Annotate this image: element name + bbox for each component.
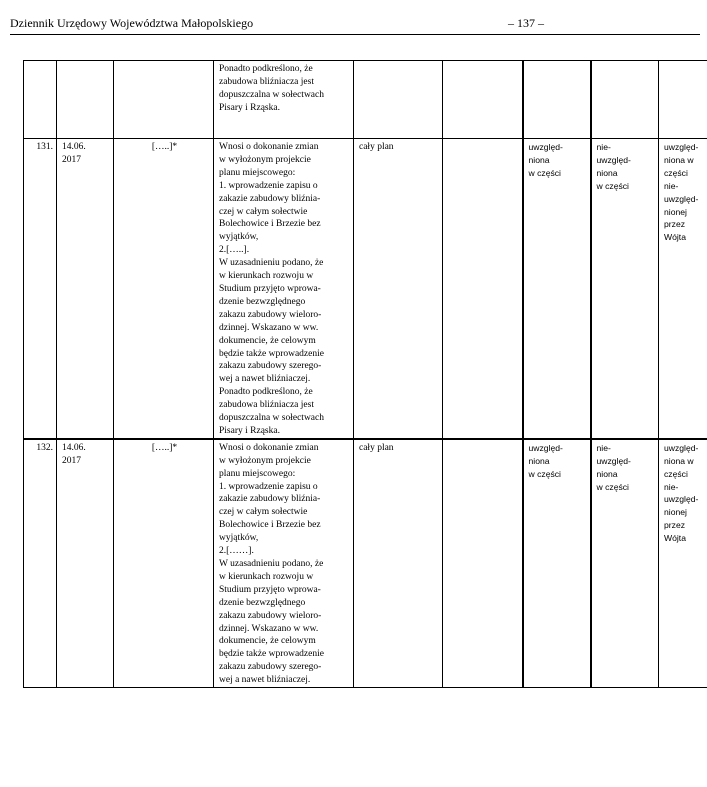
submission-date-line: 2017 xyxy=(62,154,81,165)
comment-content-line: Studium przyjęto wprowa- xyxy=(219,584,321,595)
decision-accepted xyxy=(523,139,591,439)
decision-rejected xyxy=(591,61,659,139)
decision-rejected-line: uwzględ- xyxy=(596,154,631,165)
council-decision xyxy=(659,439,707,688)
decision-rejected xyxy=(591,139,659,439)
comment-content xyxy=(214,139,354,439)
decision-accepted-line: niona xyxy=(528,455,550,466)
decision-accepted xyxy=(523,439,591,688)
comment-content-line: planu miejscowego: xyxy=(219,167,296,178)
council-decision-line: uwzględ- xyxy=(664,193,699,204)
council-decision-line: niona w xyxy=(664,455,694,466)
council-decision-line: przez xyxy=(664,219,686,230)
comment-content-line: dzenie bezwzględnego xyxy=(219,296,306,307)
area-designation: cały plan xyxy=(354,139,443,439)
comment-content-line: wej a nawet bliźniaczej. xyxy=(219,675,311,686)
area-designation: cały plan xyxy=(354,439,443,688)
comment-content-line: Wnosi o dokonanie zmian xyxy=(219,142,319,152)
council-decision-line: uwzględ- xyxy=(664,142,699,152)
table-body xyxy=(24,61,707,688)
comment-content-line: 2.[…..]. xyxy=(219,245,250,256)
plan-provisions xyxy=(443,61,523,139)
comment-content-line: zakazu zabudowy szerego- xyxy=(219,361,322,372)
plan-provisions xyxy=(443,139,523,439)
applicant: […..]* xyxy=(114,139,214,439)
decision-accepted-line: w części xyxy=(528,468,561,479)
comment-content-line: wej a nawet bliźniaczej. xyxy=(219,374,311,385)
comment-content-line: wyjątków, xyxy=(219,232,259,243)
comment-content-line: Bolechowice i Brzezie bez xyxy=(219,520,321,531)
council-decision-line: części xyxy=(664,167,688,178)
decision-accepted-line: niona xyxy=(528,154,550,165)
council-decision-line: przez xyxy=(664,520,686,531)
submission-date-line: 14.06. xyxy=(62,142,86,152)
comment-content xyxy=(214,439,354,688)
comment-content-line: zabudowa bliźniacza jest xyxy=(219,400,314,411)
comment-content-line: 1. wprowadzenie zapisu o xyxy=(219,481,318,492)
comment-content-line: dopuszczalna w sołectwach xyxy=(219,413,324,424)
page-number: – 137 – xyxy=(508,16,544,30)
comment-content-line: w wyłożonym projekcie xyxy=(219,154,311,165)
comment-content-line: czej w całym sołectwie xyxy=(219,206,308,217)
submission-date xyxy=(57,139,114,439)
decision-rejected-line: w części xyxy=(596,481,629,492)
comment-content-line: 1. wprowadzenie zapisu o xyxy=(219,180,318,191)
decision-rejected-line: niona xyxy=(596,468,618,479)
council-decision xyxy=(659,139,707,439)
comment-content-line: wyjątków, xyxy=(219,533,259,544)
council-decision-line: części xyxy=(664,468,688,479)
decision-rejected-line: nie- xyxy=(596,442,611,453)
decision-accepted-line: w części xyxy=(528,167,561,178)
comment-content-line: zabudowa bliźniacza jest xyxy=(219,76,314,87)
comment-content-line: Ponadto podkreślono, że xyxy=(219,64,313,74)
comment-content-line: czej w całym sołectwie xyxy=(219,507,308,518)
comment-content-line: zakazie zabudowy bliźnia- xyxy=(219,193,321,204)
council-decision-line: nionej xyxy=(664,206,687,217)
council-decision-line: nie- xyxy=(664,481,679,492)
comment-content-line: dokumencie, że celowym xyxy=(219,636,316,647)
submission-date-line: 14.06. xyxy=(62,442,86,453)
council-decision-line: niona w xyxy=(664,154,694,165)
comment-content-line: zakazu zabudowy wieloro- xyxy=(219,309,322,320)
comment-content xyxy=(214,61,354,139)
table-row xyxy=(24,61,707,139)
comment-content-line: w kierunkach rozwoju w xyxy=(219,571,314,582)
comment-content-line: zakazu zabudowy szerego- xyxy=(219,662,322,673)
table-row xyxy=(24,139,707,439)
comment-content-line: Pisary i Rząska. xyxy=(219,102,280,113)
area-designation xyxy=(354,61,443,139)
comment-content-line: W uzasadnieniu podano, że xyxy=(219,559,324,569)
comment-content-line: zakazie zabudowy bliźnia- xyxy=(219,494,321,505)
plan-provisions xyxy=(443,439,523,688)
council-decision-line: Wójta xyxy=(664,533,686,544)
comment-content-line: W uzasadnieniu podano, że xyxy=(219,258,324,269)
comment-content-line: Studium przyjęto wprowa- xyxy=(219,283,321,294)
decision-accepted xyxy=(523,61,591,139)
comment-content-line: planu miejscowego: xyxy=(219,468,296,479)
comment-content-line: Bolechowice i Brzezie bez xyxy=(219,219,321,230)
comment-content-line: dzinnej. Wskazano w ww. xyxy=(219,623,319,634)
comment-content-line: zakazu zabudowy wieloro- xyxy=(219,610,322,621)
row-number xyxy=(24,61,57,139)
submission-date-line: 2017 xyxy=(62,455,81,466)
comments-table xyxy=(23,60,707,688)
comment-content-line: Pisary i Rząska. xyxy=(219,425,280,436)
decision-rejected-line: w części xyxy=(596,180,629,191)
comment-content-line: Ponadto podkreślono, że xyxy=(219,387,313,398)
council-decision-line: nionej xyxy=(664,507,687,518)
comment-content-line: w kierunkach rozwoju w xyxy=(219,271,314,282)
council-decision-line: nie- xyxy=(664,180,679,191)
submission-date xyxy=(57,439,114,688)
page-header xyxy=(10,14,700,35)
row-number: 132. xyxy=(24,439,57,688)
comment-content-line: dzenie bezwzględnego xyxy=(219,597,306,608)
decision-rejected-line: nie- xyxy=(596,142,611,152)
comment-content-line: będzie także wprowadzenie xyxy=(219,649,324,660)
council-decision-line: Wójta xyxy=(664,232,686,243)
comment-content-line: dokumencie, że celowym xyxy=(219,335,316,346)
comment-content-line: będzie także wprowadzenie xyxy=(219,348,324,359)
row-number: 131. xyxy=(24,139,57,439)
submission-date xyxy=(57,61,114,139)
comment-content-line: dzinnej. Wskazano w ww. xyxy=(219,322,319,333)
applicant: […..]* xyxy=(114,439,214,688)
decision-accepted-line: uwzględ- xyxy=(528,442,563,453)
applicant xyxy=(114,61,214,139)
decision-rejected-line: niona xyxy=(596,167,618,178)
council-decision-line: uwzględ- xyxy=(664,494,699,505)
table-row xyxy=(24,439,707,688)
decision-rejected-line: uwzględ- xyxy=(596,455,631,466)
decision-accepted-line: uwzględ- xyxy=(528,142,563,152)
comment-content-line: w wyłożonym projekcie xyxy=(219,455,311,466)
comment-content-line: Wnosi o dokonanie zmian xyxy=(219,442,319,453)
decision-rejected xyxy=(591,439,659,688)
council-decision-line: uwzględ- xyxy=(664,442,699,453)
council-decision xyxy=(659,61,707,139)
journal-title: Dziennik Urzędowy Województwa Małopolskiego xyxy=(10,16,254,30)
comment-content-line: dopuszczalna w sołectwach xyxy=(219,89,324,100)
comment-content-line: 2.[……]. xyxy=(219,546,254,557)
